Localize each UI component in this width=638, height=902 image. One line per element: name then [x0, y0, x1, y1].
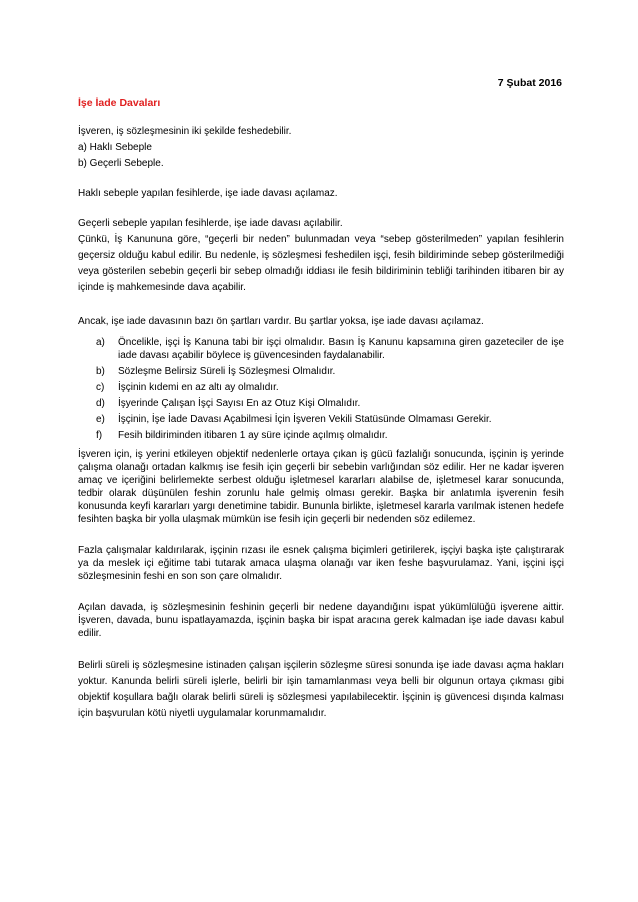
list-text: Fesih bildiriminden itibaren 1 ay süre içinde açılmış olmalıdır.: [118, 430, 388, 441]
paragraph-fazla-calisma: Fazla çalışmalar kaldırılarak, işçinin rızası ile esnek çalışma biçimleri getirilerek, işçiyi başka işte çalıştırarak ya da meslek içi eğitime tabi tutarak amaca ulaşma olanağı var iken feshe başvurulamaz. Yani, işçini işçi sözleşmesinin feshi en son son çare olmalıdır.: [78, 545, 564, 582]
document-title: İşe İade Davaları: [78, 97, 161, 109]
list-text: İşyerinde Çalışan İşçi Sayısı En az Otuz Kişi Olmalıdır.: [118, 398, 361, 409]
paragraph-hakli: Haklı sebeple yapılan fesihlerde, işe iade davası açılamaz.: [78, 188, 338, 199]
option-a: a) Haklı Sebeple: [78, 142, 152, 153]
list-marker: f): [96, 430, 103, 441]
list-text: İşçinin, İşe İade Davası Açabilmesi İçin İşveren Vekili Statüsünde Olmaması Gerekir.: [118, 414, 492, 425]
paragraph-on-sartlar: Ancak, işe iade davasının bazı ön şartları vardır. Bu şartlar yoksa, işe iade davası açılamaz.: [78, 316, 484, 327]
list-item: [78, 381, 564, 394]
list-marker: a): [96, 337, 105, 348]
paragraph-belirli-sureli: Belirli süreli iş sözleşmesine istinaden çalışan işçilerin sözleşme süresi sonunda işe iade davası açma hakları yoktur. Kanunda belirli süreli işlerle, belirli bir işin tamamlanması veya belli bir olgunun ortaya çıkması gibi objektif koşullara bağlı olarak belirli süreli iş sözleşmesi yapılabilecektir. İşçinin iş güvencesi dışında kalması için başvurulan kötü niyetli uygulamalar korunmamalıdır.: [78, 660, 564, 719]
paragraph-isveren: İşveren için, iş yerini etkileyen objektif nedenlerle ortaya çıkan iş gücü fazlalığı sonucunda, işçinin iş yerinde çalışma olanağı ortadan kalkmış ise fesih için geçerli bir sebebin varlığından söz edilir. Her ne kadar işveren amaç ve içeriğini belirlemekte serbest olduğu işletmesel kararları alabilse de, işletmesel karar sonucunda, tedbir olarak düşünülen feshin zorunlu hale gelmiş olması gerekir. Başka bir anlatımla işverenin fesih konusunda keyfi kararları yargı denetimine tabidir. Bununla birlikte, işletmesel kararla varılmak istenen hedefe fesihten başka bir yolla ulaşmak mümkün ise fesih için geçerli bir nedenden söz edilemez.: [78, 449, 564, 525]
list-item: [78, 365, 564, 378]
paragraph-cunku: Çünkü, İş Kanununa göre, “geçerli bir neden” bulunmadan veya “sebep gösterilmeden” yapılan fesihlerin geçersiz olduğu kabul edilir. Bu nedenle, iş sözleşmesi feshedilen işçi, fesih bildiriminde sebep gösterilmediği veya gösterilen sebebin geçerli bir sebep olmadığı iddiası ile fesih bildiriminin tebliği tarihinden itibaren bir ay içinde iş mahkemesinde dava açabilir.: [78, 234, 564, 293]
list-item: [78, 413, 564, 426]
list-marker: c): [96, 382, 105, 393]
list-marker: e): [96, 414, 105, 425]
paragraph-gecerli: Geçerli sebeple yapılan fesihlerde, işe iade davası açılabilir.: [78, 218, 343, 229]
list-item: [78, 336, 564, 362]
list-text: Sözleşme Belirsiz Süreli İş Sözleşmesi Olmalıdır.: [118, 366, 336, 377]
list-text: Öncelikle, işçi İş Kanuna tabi bir işçi olmalıdır. Basın İş Kanunu kapsamına giren gazeteciler de işe iade davası açabilir böylece iş güvencesinden faydalanabilir.: [118, 337, 564, 361]
list-marker: b): [96, 366, 105, 377]
document-date: 7 Şubat 2016: [497, 77, 562, 89]
conditions-list: [78, 336, 564, 442]
list-text: İşçinin kıdemi en az altı ay olmalıdır.: [118, 382, 279, 393]
paragraph-ispat: Açılan davada, iş sözleşmesinin feshinin geçerli bir nedene dayandığını ispat yükümlülüğü işverene aittir. İşveren, davada, bunu ispatlayamazda, işçinin başka bir ispat aracına gerek kalmadan işe iade davası kabul edilir.: [78, 602, 564, 639]
option-b: b) Geçerli Sebeple.: [78, 158, 164, 169]
list-item: [78, 397, 564, 410]
list-marker: d): [96, 398, 105, 409]
intro-paragraph: İşveren, iş sözleşmesinin iki şekilde feshedebilir.: [78, 126, 292, 137]
list-item: [78, 429, 564, 442]
